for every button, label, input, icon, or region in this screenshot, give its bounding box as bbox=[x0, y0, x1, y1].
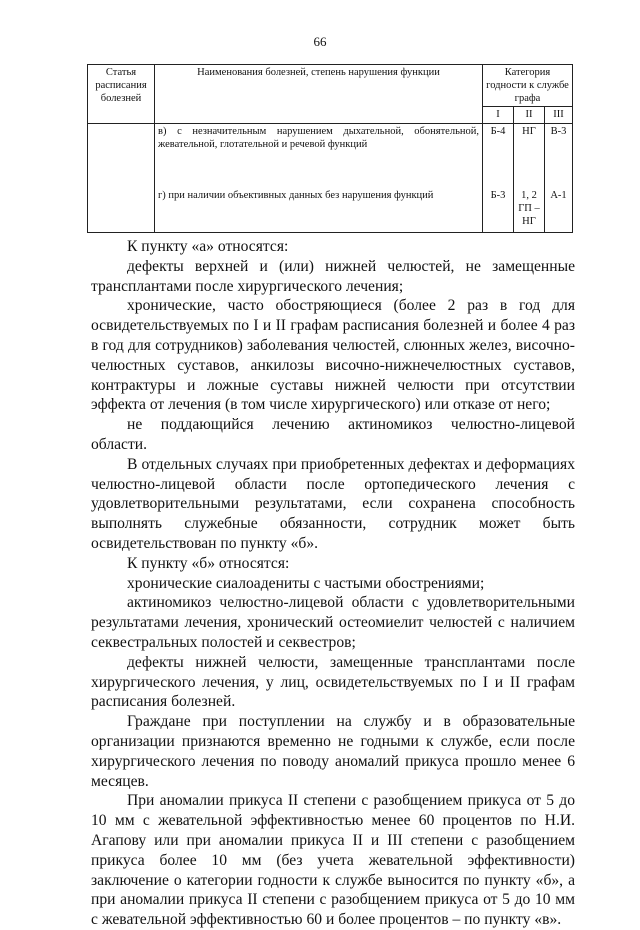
row-col-iii: В-3 bbox=[545, 123, 573, 188]
row-col-i: Б-4 bbox=[483, 123, 514, 188]
paragraph: К пункту «б» относятся: bbox=[127, 554, 290, 572]
row-col-iii: А-1 bbox=[545, 188, 573, 233]
paragraph: не поддающийся лечению актиномикоз челюстно-лицевой области. bbox=[91, 416, 575, 453]
row-col-ii: 1, 2 ГП – НГ bbox=[514, 188, 545, 233]
header-col-ii: II bbox=[514, 107, 545, 123]
page-number: 66 bbox=[313, 34, 327, 49]
header-category bbox=[483, 65, 573, 107]
header-article: Статья расписания болезней bbox=[88, 65, 155, 124]
paragraph: актиномикоз челюстно-лицевой области с удовлетворительными результатами лечения, хронический остеомиелит челюстей с наличием секвестральных полостей и секвестров; bbox=[91, 594, 575, 651]
header-category-graph: графа bbox=[514, 93, 541, 105]
paragraph: хронические, часто обостряющиеся (более 2 раз в год для освидетельствуемых по I и II графам расписания болезней и более 4 раз в год для сотрудников) заболевания челюстей, слюнных желез, височно-челюстных суставов, анкилозы височно-нижнечелюстных суставов, контрактуры и ложные суставы нижней челюсти при отсутствии эффекта от лечения (в том числе хирургического) или отказе от него; bbox=[91, 297, 575, 414]
header-diseases: Наименования болезней, степень нарушения функции bbox=[155, 65, 483, 124]
header-col-iii: III bbox=[545, 107, 573, 123]
table-row bbox=[88, 188, 573, 233]
row-col-i: Б-3 bbox=[483, 188, 514, 233]
header-category-title: Категория годности к службе bbox=[486, 67, 569, 92]
paragraph: дефекты нижней челюсти, замещенные трансплантами после хирургического лечения, у лиц, освидетельствуемых по I и II графам расписания болезней. bbox=[91, 653, 575, 711]
table-row bbox=[88, 123, 573, 188]
paragraph: Граждане при поступлении на службу и в образовательные организации признаются временно не годными к службе, если после хирургического лечения по поводу аномалий прикуса прошло менее 6 месяцев. bbox=[91, 713, 575, 790]
row-col-ii: НГ bbox=[514, 123, 545, 188]
paragraph: В отдельных случаях при приобретенных дефектах и деформациях челюстно-лицевой области после ортопедического лечения с удовлетворительными результатами, если сохранена способность выполнять служебные обязанности, сотрудник может быть освидетельствован по пункту «б». bbox=[91, 455, 575, 552]
article-cell bbox=[88, 123, 155, 232]
category-table bbox=[87, 64, 573, 233]
paragraph: дефекты верхней и (или) нижней челюстей, не замещенные трансплантами после хирургического лечения; bbox=[91, 257, 575, 295]
paragraph: К пункту «а» относятся: bbox=[127, 238, 289, 255]
body-text bbox=[91, 237, 575, 930]
header-col-i: I bbox=[483, 107, 514, 123]
row-text: г) при наличии объективных данных без нарушения функций bbox=[155, 188, 483, 233]
row-text: в) с незначительным нарушением дыхательной, обонятельной, жевательной, глотательной и речевой функций bbox=[155, 123, 483, 188]
paragraph: хронические сиалоадениты с частыми обострениями; bbox=[127, 574, 485, 592]
paragraph: При аномалии прикуса II степени с разобщением прикуса от 5 до 10 мм с жевательной эффективностью менее 60 процентов по Н.И. Агапову или при аномалии прикуса II и III степени с разобщением прикуса более 10 мм (без учета жевательной эффективности) заключение о категории годности к службе выносится по пункту «б», а при аномалии прикуса II степени с разобщением прикуса от 5 до 10 мм с жевательной эффективностью 60 и более процентов – по пункту «в». bbox=[91, 792, 575, 929]
